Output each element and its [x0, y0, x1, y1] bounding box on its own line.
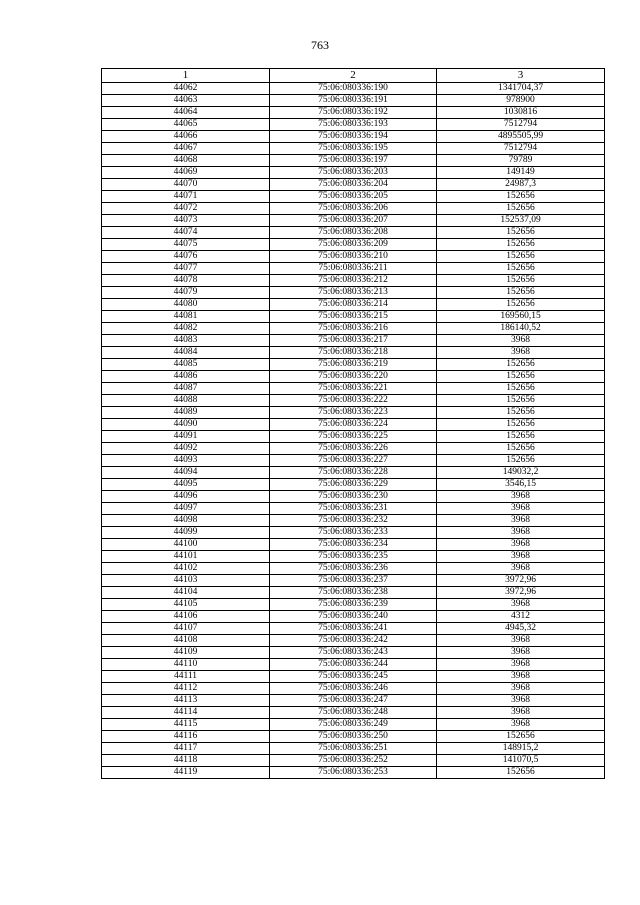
cadastral-number-cell: 75:06:080336:244	[270, 659, 437, 671]
row-number-cell: 44118	[102, 755, 270, 767]
row-number-cell: 44082	[102, 323, 270, 335]
cadastral-number-cell: 75:06:080336:216	[270, 323, 437, 335]
table-row	[102, 83, 605, 95]
cadastral-number-cell: 75:06:080336:225	[270, 431, 437, 443]
cadastral-number-cell: 75:06:080336:193	[270, 119, 437, 131]
value-cell: 3968	[437, 491, 605, 503]
cadastral-number-cell: 75:06:080336:192	[270, 107, 437, 119]
row-number-cell: 44075	[102, 239, 270, 251]
row-number-cell: 44066	[102, 131, 270, 143]
value-cell: 3968	[437, 503, 605, 515]
row-number-cell: 44117	[102, 743, 270, 755]
row-number-cell: 44083	[102, 335, 270, 347]
cadastral-number-cell: 75:06:080336:209	[270, 239, 437, 251]
row-number-cell: 44101	[102, 551, 270, 563]
row-number-cell: 44073	[102, 215, 270, 227]
cadastral-number-cell: 75:06:080336:208	[270, 227, 437, 239]
table-row	[102, 191, 605, 203]
value-cell: 186140,52	[437, 323, 605, 335]
cadastral-number-cell: 75:06:080336:218	[270, 347, 437, 359]
cadastral-number-cell: 75:06:080336:191	[270, 95, 437, 107]
cadastral-number-cell: 75:06:080336:237	[270, 575, 437, 587]
cadastral-number-cell: 75:06:080336:212	[270, 275, 437, 287]
row-number-cell: 44069	[102, 167, 270, 179]
value-cell: 3968	[437, 539, 605, 551]
value-cell: 169560,15	[437, 311, 605, 323]
row-number-cell: 44081	[102, 311, 270, 323]
table-row	[102, 143, 605, 155]
value-cell: 152656	[437, 275, 605, 287]
row-number-cell: 44105	[102, 599, 270, 611]
cadastral-number-cell: 75:06:080336:238	[270, 587, 437, 599]
row-number-cell: 44097	[102, 503, 270, 515]
table-row	[102, 155, 605, 167]
row-number-cell: 44113	[102, 695, 270, 707]
row-number-cell: 44087	[102, 383, 270, 395]
value-cell: 3968	[437, 695, 605, 707]
cadastral-number-cell: 75:06:080336:203	[270, 167, 437, 179]
table-row	[102, 527, 605, 539]
table-row	[102, 95, 605, 107]
cadastral-number-cell: 75:06:080336:228	[270, 467, 437, 479]
cadastral-number-cell: 75:06:080336:234	[270, 539, 437, 551]
row-number-cell: 44095	[102, 479, 270, 491]
cadastral-number-cell: 75:06:080336:243	[270, 647, 437, 659]
table-row	[102, 203, 605, 215]
table-row	[102, 287, 605, 299]
table-row	[102, 131, 605, 143]
value-cell: 152656	[437, 263, 605, 275]
cadastral-number-cell: 75:06:080336:247	[270, 695, 437, 707]
value-cell: 152656	[437, 407, 605, 419]
table-row	[102, 335, 605, 347]
cadastral-number-cell: 75:06:080336:240	[270, 611, 437, 623]
cadastral-number-cell: 75:06:080336:251	[270, 743, 437, 755]
value-cell: 149032,2	[437, 467, 605, 479]
cadastral-number-cell: 75:06:080336:241	[270, 623, 437, 635]
value-cell: 1341704,37	[437, 83, 605, 95]
value-cell: 3968	[437, 719, 605, 731]
cadastral-number-cell: 75:06:080336:232	[270, 515, 437, 527]
row-number-cell: 44111	[102, 671, 270, 683]
row-number-cell: 44098	[102, 515, 270, 527]
table-row	[102, 671, 605, 683]
value-cell: 3968	[437, 707, 605, 719]
row-number-cell: 44109	[102, 647, 270, 659]
value-cell: 152656	[437, 443, 605, 455]
value-cell: 152656	[437, 383, 605, 395]
value-cell: 1030816	[437, 107, 605, 119]
cadastral-number-cell: 75:06:080336:229	[270, 479, 437, 491]
table-row	[102, 515, 605, 527]
value-cell: 152656	[437, 203, 605, 215]
column-header-3: 3	[437, 69, 605, 83]
cadastral-number-cell: 75:06:080336:252	[270, 755, 437, 767]
value-cell: 24987,3	[437, 179, 605, 191]
value-cell: 152656	[437, 731, 605, 743]
cadastral-number-cell: 75:06:080336:223	[270, 407, 437, 419]
table-row	[102, 251, 605, 263]
row-number-cell: 44093	[102, 455, 270, 467]
row-number-cell: 44090	[102, 419, 270, 431]
value-cell: 7512794	[437, 143, 605, 155]
value-cell: 3546,15	[437, 479, 605, 491]
table-row	[102, 455, 605, 467]
row-number-cell: 44085	[102, 359, 270, 371]
row-number-cell: 44077	[102, 263, 270, 275]
table-row	[102, 731, 605, 743]
cadastral-number-cell: 75:06:080336:190	[270, 83, 437, 95]
table-row	[102, 227, 605, 239]
row-number-cell: 44062	[102, 83, 270, 95]
value-cell: 978900	[437, 95, 605, 107]
value-cell: 3968	[437, 563, 605, 575]
cadastral-number-cell: 75:06:080336:211	[270, 263, 437, 275]
value-cell: 3968	[437, 551, 605, 563]
table-row	[102, 311, 605, 323]
row-number-cell: 44106	[102, 611, 270, 623]
value-cell: 3968	[437, 599, 605, 611]
value-cell: 152656	[437, 287, 605, 299]
cadastral-number-cell: 75:06:080336:249	[270, 719, 437, 731]
value-cell: 149149	[437, 167, 605, 179]
cadastral-number-cell: 75:06:080336:242	[270, 635, 437, 647]
cadastral-number-cell: 75:06:080336:248	[270, 707, 437, 719]
table-row	[102, 383, 605, 395]
table-row	[102, 575, 605, 587]
value-cell: 3968	[437, 659, 605, 671]
cadastral-number-cell: 75:06:080336:231	[270, 503, 437, 515]
data-table	[101, 68, 605, 779]
value-cell: 152656	[437, 251, 605, 263]
cadastral-number-cell: 75:06:080336:233	[270, 527, 437, 539]
cadastral-number-cell: 75:06:080336:217	[270, 335, 437, 347]
value-cell: 3968	[437, 647, 605, 659]
value-cell: 152656	[437, 239, 605, 251]
table-row	[102, 215, 605, 227]
row-number-cell: 44094	[102, 467, 270, 479]
table-row	[102, 695, 605, 707]
row-number-cell: 44071	[102, 191, 270, 203]
table-body	[102, 83, 605, 779]
value-cell: 79789	[437, 155, 605, 167]
row-number-cell: 44064	[102, 107, 270, 119]
row-number-cell: 44104	[102, 587, 270, 599]
cadastral-number-cell: 75:06:080336:195	[270, 143, 437, 155]
cadastral-number-cell: 75:06:080336:206	[270, 203, 437, 215]
header-row	[102, 69, 605, 83]
value-cell: 148915,2	[437, 743, 605, 755]
cadastral-number-cell: 75:06:080336:214	[270, 299, 437, 311]
table-row	[102, 431, 605, 443]
table-row	[102, 299, 605, 311]
cadastral-number-cell: 75:06:080336:245	[270, 671, 437, 683]
value-cell: 7512794	[437, 119, 605, 131]
cadastral-number-cell: 75:06:080336:197	[270, 155, 437, 167]
value-cell: 141070,5	[437, 755, 605, 767]
cadastral-number-cell: 75:06:080336:236	[270, 563, 437, 575]
row-number-cell: 44110	[102, 659, 270, 671]
cadastral-number-cell: 75:06:080336:210	[270, 251, 437, 263]
value-cell: 152656	[437, 431, 605, 443]
cadastral-number-cell: 75:06:080336:204	[270, 179, 437, 191]
value-cell: 3968	[437, 347, 605, 359]
value-cell: 152656	[437, 395, 605, 407]
cadastral-number-cell: 75:06:080336:222	[270, 395, 437, 407]
table-row	[102, 275, 605, 287]
row-number-cell: 44080	[102, 299, 270, 311]
cadastral-number-cell: 75:06:080336:253	[270, 767, 437, 779]
table-row	[102, 419, 605, 431]
table-row	[102, 635, 605, 647]
table-row	[102, 167, 605, 179]
table-row	[102, 767, 605, 779]
table-row	[102, 467, 605, 479]
row-number-cell: 44086	[102, 371, 270, 383]
table-row	[102, 755, 605, 767]
row-number-cell: 44084	[102, 347, 270, 359]
cadastral-number-cell: 75:06:080336:220	[270, 371, 437, 383]
row-number-cell: 44065	[102, 119, 270, 131]
cadastral-number-cell: 75:06:080336:227	[270, 455, 437, 467]
table-row	[102, 479, 605, 491]
cadastral-number-cell: 75:06:080336:235	[270, 551, 437, 563]
table-row	[102, 599, 605, 611]
table-row	[102, 551, 605, 563]
table-row	[102, 407, 605, 419]
value-cell: 152656	[437, 371, 605, 383]
table-row	[102, 707, 605, 719]
value-cell: 3968	[437, 683, 605, 695]
value-cell: 3972,96	[437, 575, 605, 587]
cadastral-number-cell: 75:06:080336:239	[270, 599, 437, 611]
table-row	[102, 659, 605, 671]
row-number-cell: 44063	[102, 95, 270, 107]
row-number-cell: 44078	[102, 275, 270, 287]
table-row	[102, 647, 605, 659]
column-header-2: 2	[270, 69, 437, 83]
table-row	[102, 107, 605, 119]
value-cell: 152537,09	[437, 215, 605, 227]
row-number-cell: 44079	[102, 287, 270, 299]
table-row	[102, 395, 605, 407]
cadastral-number-cell: 75:06:080336:215	[270, 311, 437, 323]
value-cell: 152656	[437, 455, 605, 467]
cadastral-number-cell: 75:06:080336:221	[270, 383, 437, 395]
cadastral-number-cell: 75:06:080336:226	[270, 443, 437, 455]
row-number-cell: 44099	[102, 527, 270, 539]
table-row	[102, 359, 605, 371]
row-number-cell: 44112	[102, 683, 270, 695]
row-number-cell: 44088	[102, 395, 270, 407]
row-number-cell: 44100	[102, 539, 270, 551]
row-number-cell: 44103	[102, 575, 270, 587]
row-number-cell: 44092	[102, 443, 270, 455]
column-header-1: 1	[102, 69, 270, 83]
row-number-cell: 44076	[102, 251, 270, 263]
value-cell: 4945,32	[437, 623, 605, 635]
table-row	[102, 323, 605, 335]
table-row	[102, 491, 605, 503]
row-number-cell: 44072	[102, 203, 270, 215]
row-number-cell: 44115	[102, 719, 270, 731]
row-number-cell: 44089	[102, 407, 270, 419]
cadastral-number-cell: 75:06:080336:246	[270, 683, 437, 695]
table-row	[102, 263, 605, 275]
value-cell: 3968	[437, 527, 605, 539]
table-row	[102, 683, 605, 695]
cadastral-number-cell: 75:06:080336:205	[270, 191, 437, 203]
table-row	[102, 743, 605, 755]
row-number-cell: 44102	[102, 563, 270, 575]
value-cell: 152656	[437, 227, 605, 239]
row-number-cell: 44096	[102, 491, 270, 503]
page-number: 763	[311, 38, 329, 52]
value-cell: 3968	[437, 635, 605, 647]
table-header	[102, 69, 605, 83]
row-number-cell: 44070	[102, 179, 270, 191]
cadastral-number-cell: 75:06:080336:224	[270, 419, 437, 431]
cadastral-number-cell: 75:06:080336:250	[270, 731, 437, 743]
value-cell: 3968	[437, 515, 605, 527]
table-row	[102, 719, 605, 731]
value-cell: 152656	[437, 299, 605, 311]
row-number-cell: 44091	[102, 431, 270, 443]
row-number-cell: 44116	[102, 731, 270, 743]
row-number-cell: 44074	[102, 227, 270, 239]
value-cell: 4895505,99	[437, 131, 605, 143]
cadastral-number-cell: 75:06:080336:230	[270, 491, 437, 503]
table-row	[102, 371, 605, 383]
row-number-cell: 44067	[102, 143, 270, 155]
table-row	[102, 179, 605, 191]
cadastral-number-cell: 75:06:080336:207	[270, 215, 437, 227]
value-cell: 152656	[437, 359, 605, 371]
table-row	[102, 623, 605, 635]
row-number-cell: 44107	[102, 623, 270, 635]
table-row	[102, 611, 605, 623]
table-row	[102, 539, 605, 551]
value-cell: 152656	[437, 419, 605, 431]
value-cell: 152656	[437, 191, 605, 203]
value-cell: 3968	[437, 671, 605, 683]
table-row	[102, 239, 605, 251]
cadastral-number-cell: 75:06:080336:213	[270, 287, 437, 299]
cadastral-number-cell: 75:06:080336:219	[270, 359, 437, 371]
value-cell: 152656	[437, 767, 605, 779]
row-number-cell: 44114	[102, 707, 270, 719]
table-row	[102, 347, 605, 359]
table-row	[102, 587, 605, 599]
table-row	[102, 443, 605, 455]
table-row	[102, 563, 605, 575]
value-cell: 3968	[437, 335, 605, 347]
cadastral-number-cell: 75:06:080336:194	[270, 131, 437, 143]
table-row	[102, 119, 605, 131]
value-cell: 4312	[437, 611, 605, 623]
table-row	[102, 503, 605, 515]
row-number-cell: 44108	[102, 635, 270, 647]
row-number-cell: 44068	[102, 155, 270, 167]
row-number-cell: 44119	[102, 767, 270, 779]
value-cell: 3972,96	[437, 587, 605, 599]
